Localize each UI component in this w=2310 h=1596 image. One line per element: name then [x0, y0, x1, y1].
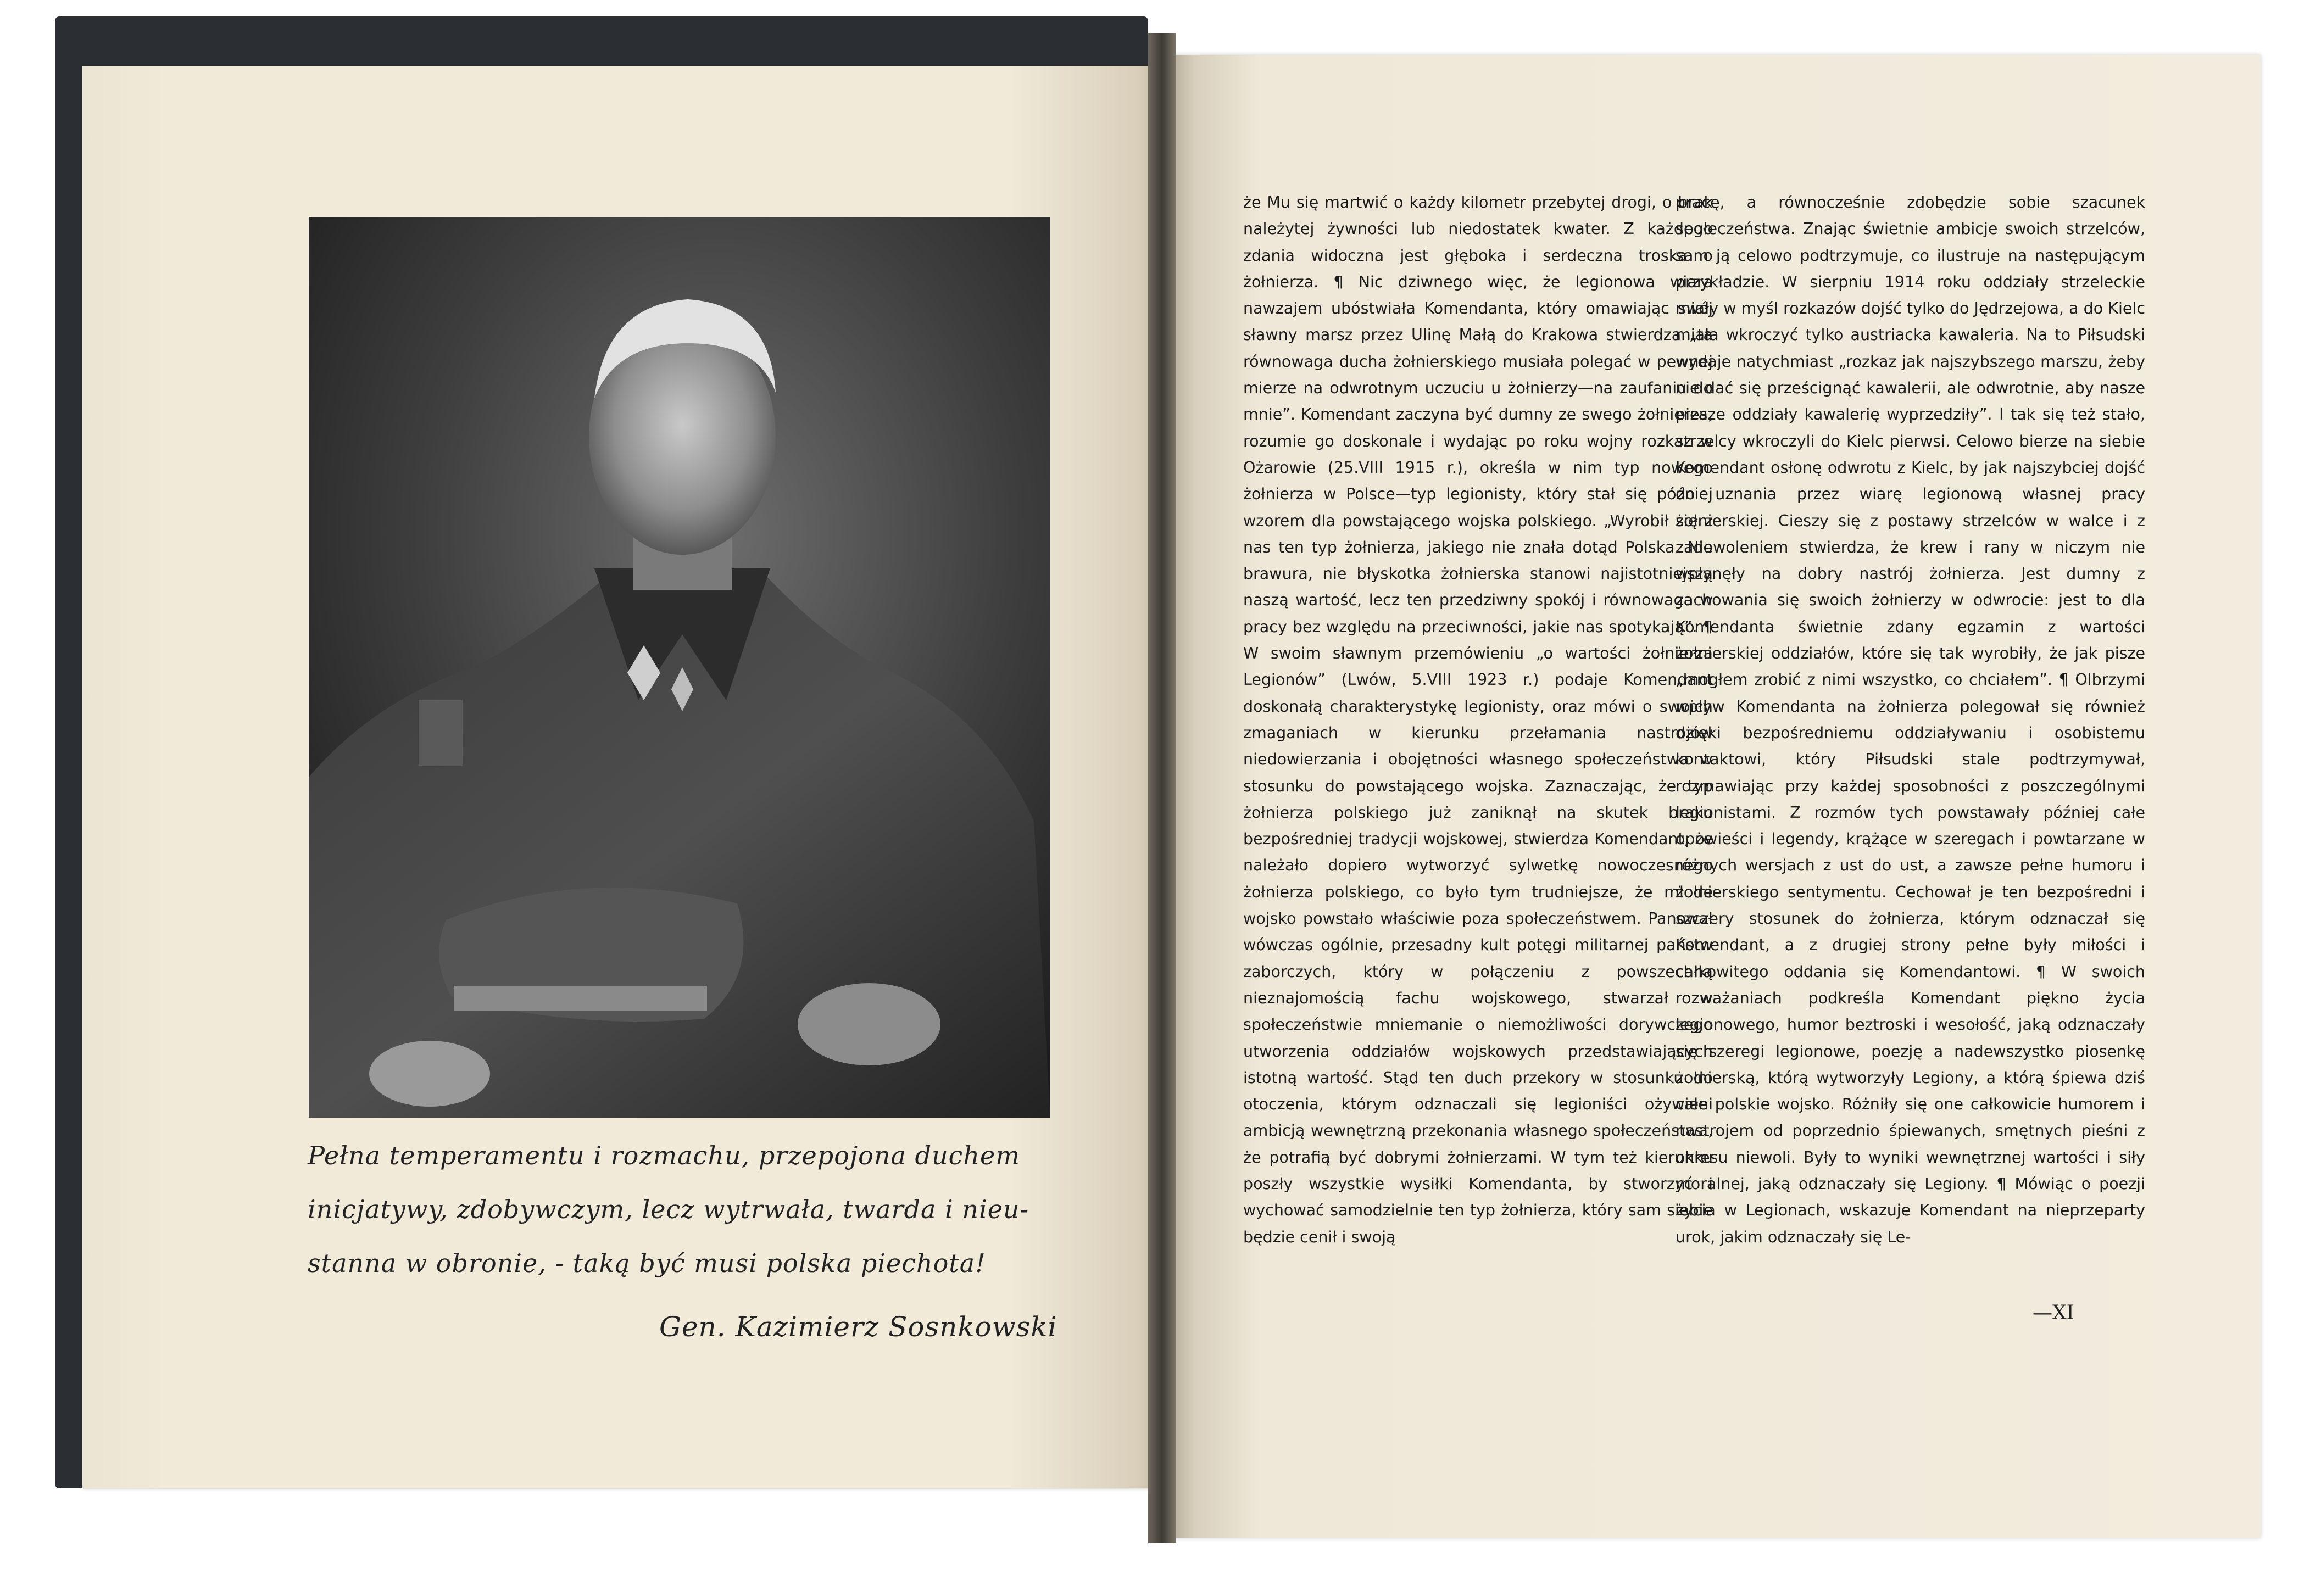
inscription-line: Pełna temperamentu i rozmachu, przepojona duchem: [308, 1141, 1020, 1170]
portrait-photograph: [309, 217, 1050, 1118]
text-column-1: że Mu się martwić o każdy kilometr przebytej drogi, o brak należytej żywności lub niedostatek kwater. Z każdego zdania widoczna jest głęboka i serdeczna troska o żołnierza. ¶ Nic dziwnego więc, że legionowa wiara nawzajem ubóstwiała Komendanta, który omawiając swój sławny marsz przez Ulinę Małą do Krakowa stwierdza „ta równowaga ducha żołnierskiego musiała polegać w pewnej mierze na odwrotnym uczuciu u żołnierzy—na zaufaniu do mnie”. Komendant zaczyna być dumny ze swego żołnierza, rozumie go doskonale i wydając po roku wojny rozkaz w Ożarowie (25.VIII 1915 r.), określa w nim typ nowego żołnierza w Polsce—typ legionisty, który stał się później wzorem dla powstającego wojska polskiego. „Wyrobił się z nas ten typ żołnierza, jakiego nie znała dotąd Polska. Nie brawura, nie błyskotka żołnierska stanowi najistotniejszą naszą wartość, lecz ten przedziwny spokój i równowaga w pracy bez względu na przeciwności, jakie nas spotykają”. ¶ W swoim sławnym przemówieniu „o wartości żołnierza Legionów” (Lwów, 5.VIII 1923 r.) podaje Komendant doskonałą charakterystykę legionisty, oraz mówi o swoich zmaganiach w kierunku przełamania nastrojów niedowierzania i obojętności własnego społeczeństwa w stosunku do powstającego wojska. Zaznaczając, że typ żołnierza polskiego już zaniknął na skutek braku bezpośredniej tradycji wojskowej, stwierdza Komendant, że należało dopiero wytworzyć sylwetkę nowoczesnego żołnierza polskiego, co było tym trudniejsze, że młode wojsko powstało właściwie poza społeczeństwem. Panował wówczas ogólnie, przesadny kult potęgi militarnej państw zaborczych, który w połączeniu z powszechną nieznajomością fachu wojskowego, stwarzał w społeczeństwie mniemanie o niemożliwości dorywczego utworzenia oddziałów wojskowych przedstawiających istotną wartość. Stąd ten duch przekory w stosunku do otoczenia, którym odznaczali się legioniści ożywieni ambicją wewnętrzną przekonania własnego społeczeństwa, że potrafią być dobrymi żołnierzami. W tym też kierunku poszły wszystkie wysiłki Komendanta, by stworzyć i wychować samodzielnie ten typ żołnierza, który sam siebie będzie cenił i swoją: [1243, 193, 1713, 1246]
handwritten-inscription: [308, 1129, 1077, 1354]
page-number: —XI: [2033, 1302, 2074, 1324]
text-column-2: pracę, a równocześnie zdobędzie sobie szacunek społeczeństwa. Znając świetnie ambicje swoich strzelców, sam ją celowo podtrzymuje, co ilustruje na następującym przykładzie. W sierpniu 1914 roku oddziały strzeleckie miały w myśl rozkazów dojść tylko do Jędrzejowa, a do Kielc miała wkroczyć tylko austriacka kawaleria. Na to Piłsudski wydaje natychmiast „rozkaz jak najszybszego marszu, żeby nie dać się prześcignąć kawalerii, ale odwrotnie, aby nasze piesze oddziały kawalerię wyprzedziły”. I tak się też stało, strzelcy wkroczyli do Kielc pierwsi. Celowo bierze na siebie Komendant osłonę odwrotu z Kielc, by jak najszybciej dojść do uznania przez wiarę legionową własnej pracy żołnierskiej. Cieszy się z postawy strzelców w walce i z zadowoleniem stwierdza, że krew i rany w niczym nie wpłynęły na dobry nastrój żołnierza. Jest dumny z zachowania się swoich żołnierzy w odwrocie: jest to dla Komendanta świetnie zdany egzamin z wartości żołnierskiej oddziałów, które się tak wyrobiły, że jak pisze „mogłem zrobić z nimi wszystko, co chciałem”. ¶ Olbrzymi wpływ Komendanta na żołnierza polegował się również dzięki bezpośredniemu oddziaływaniu i osobistemu kontaktowi, który Piłsudski stale podtrzymywał, rozmawiając przy każdej sposobności z poszczególnymi legionistami. Z rozmów tych powstawały później całe opowieści i legendy, krążące w szeregach i powtarzane w różnych wersjach z ust do ust, a zawsze pełne humoru i żołnierskiego sentymentu. Cechował je ten bezpośredni i szczery stosunek do żołnierza, którym odznaczał się Komendant, a z drugiej strony pełne były miłości i całkowitego oddania się Komendantowi. ¶ W swoich rozważaniach podkreśla Komendant piękno życia legionowego, humor beztroski i wesołość, jaką odznaczały się szeregi legionowe, poezję a nadewszystko piosenkę żołnierską, którą wytworzyły Legiony, a którą śpiewa dziś całe polskie wojsko. Różniły się one całkowicie humorem i nastrojem od poprzednio śpiewanych, smętnych pieśni z okresu niewoli. Były to wyniki wewnętrznej wartości i siły moralnej, jaką odznaczały się Legiony. ¶ Mówiąc o poezji życia w Legionach, wskazuje Komendant na nieprzeparty urok, jakim odznaczały się Le-: [1676, 193, 2145, 1246]
book-gutter: [1148, 33, 1176, 1543]
inscription-line: inicjatywy, zdobywczym, lecz wytrwała, twarda i nieu-: [308, 1195, 1029, 1224]
inscription-line: stanna w obronie, - taką być musi polska piechota!: [308, 1248, 986, 1278]
signature: Gen. Kazimierz Sosnkowski: [659, 1311, 1057, 1343]
portrait-image: [309, 217, 1050, 1118]
